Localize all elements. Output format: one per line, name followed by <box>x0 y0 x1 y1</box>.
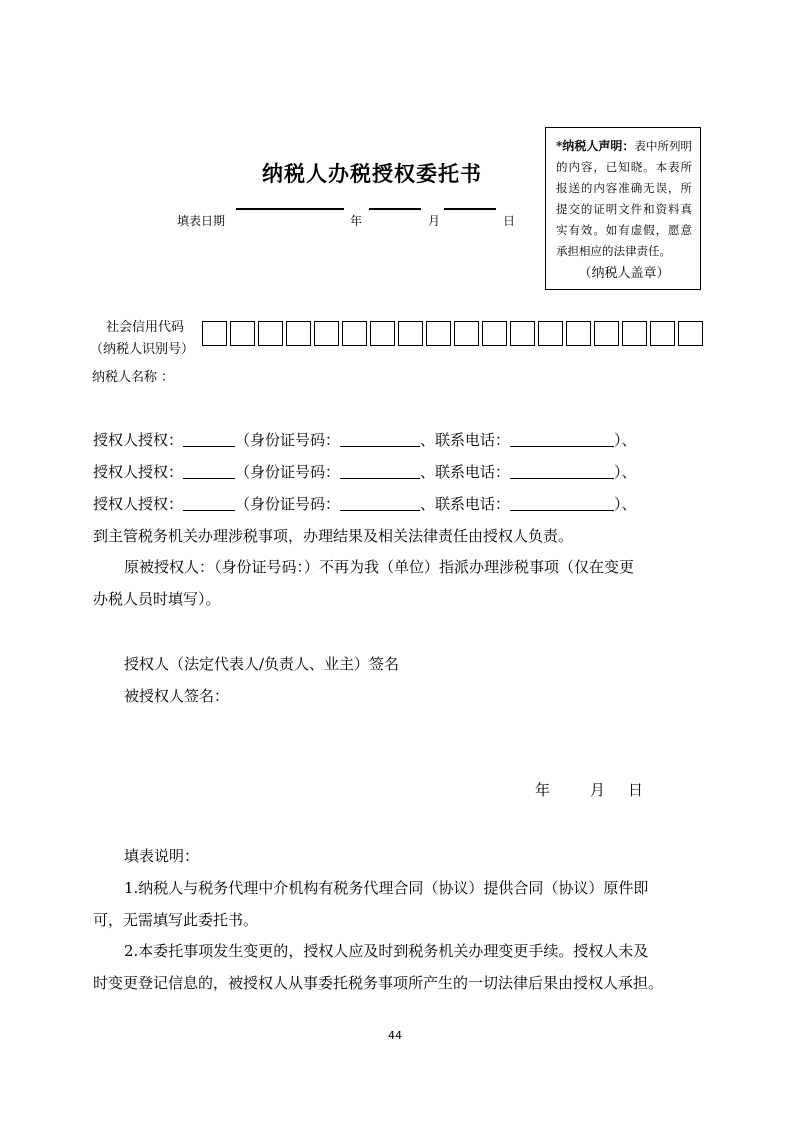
declaration-stamp: （纳税人盖章） <box>578 266 670 281</box>
authorized-person-blank[interactable] <box>183 463 235 479</box>
instruction-item-2-line1: 2.本委托事项发生变更的，授权人应及时到税务机关办理变更手续。授权人未及 <box>124 942 649 960</box>
taxpayer-id-label: （纳税人识别号） <box>90 342 195 357</box>
page-number: 44 <box>388 1029 402 1042</box>
phone-blank[interactable] <box>510 463 614 479</box>
authorizer-signature-label: 授权人（法定代表人/负责人、业主）签名 <box>124 655 400 673</box>
sign-date-day: 日 <box>628 781 644 799</box>
declaration-lead: *纳税人声明： <box>556 139 635 153</box>
fill-date-label: 填表日期 <box>177 214 226 228</box>
id-number-label: （身份证号码： <box>235 463 341 481</box>
authorized-person-blank[interactable] <box>183 495 235 511</box>
authorized-signature-label: 被授权人签名： <box>124 687 230 705</box>
phone-label: 、联系电话： <box>420 463 511 481</box>
credit-code-char-box[interactable] <box>622 321 647 346</box>
taxpayer-name-label: 纳税人名称 ： <box>92 370 175 385</box>
credit-code-char-box[interactable] <box>314 321 339 346</box>
authorization-row <box>93 429 637 450</box>
fill-date-year-label: 年 <box>350 214 363 228</box>
fill-date-day-blank[interactable] <box>444 208 496 210</box>
former-authorized-line1: 原被授权人：（身份证号码：）不再为我（单位）指派办理涉税事项（仅在变更 <box>124 558 635 576</box>
phone-blank[interactable] <box>510 495 614 511</box>
credit-code-boxes <box>202 321 703 346</box>
credit-code-char-box[interactable] <box>342 321 367 346</box>
authorization-closing: 到主管税务机关办理涉税事项，办理结果及相关法律责任由授权人负责。 <box>93 527 574 545</box>
credit-code-char-box[interactable] <box>594 321 619 346</box>
id-number-blank[interactable] <box>340 495 420 511</box>
authorization-prefix: 授权人授权： <box>93 495 184 513</box>
instruction-item-1-line1: 1.纳税人与税务代理中介机构有税务代理合同（协议）提供合同（协议）原件即 <box>124 879 649 897</box>
sign-date-year: 年 <box>535 781 551 799</box>
taxpayer-declaration-box <box>545 127 701 290</box>
credit-code-char-box[interactable] <box>510 321 535 346</box>
phone-blank[interactable] <box>510 431 614 447</box>
credit-code-char-box[interactable] <box>230 321 255 346</box>
credit-code-char-box[interactable] <box>650 321 675 346</box>
authorization-suffix: ）、 <box>614 495 637 513</box>
instructions-heading: 填表说明： <box>124 847 200 865</box>
credit-code-char-box[interactable] <box>426 321 451 346</box>
credit-code-char-box[interactable] <box>398 321 423 346</box>
declaration-body: 表中所列明的内容，已知晓。本表所报送的内容准确无误，所提交的证明文件和资料真实有效。如有虚假，愿意承担相应的法律责任。 <box>556 139 693 258</box>
credit-code-char-box[interactable] <box>286 321 311 346</box>
instruction-item-2-line2: 时变更登记信息的，被授权人从事委托税务事项所产生的一切法律后果由授权人承担。 <box>93 974 664 992</box>
phone-label: 、联系电话： <box>420 431 511 449</box>
credit-code-char-box[interactable] <box>258 321 283 346</box>
fill-date-year-blank[interactable] <box>236 208 344 210</box>
credit-code-char-box[interactable] <box>454 321 479 346</box>
id-number-blank[interactable] <box>340 431 420 447</box>
credit-code-char-box[interactable] <box>202 321 227 346</box>
authorized-person-blank[interactable] <box>183 431 235 447</box>
credit-code-char-box[interactable] <box>678 321 703 346</box>
authorization-prefix: 授权人授权： <box>93 463 184 481</box>
id-number-label: （身份证号码： <box>235 431 341 449</box>
former-authorized-line2: 办税人员时填写）。 <box>93 590 221 608</box>
instruction-item-1-line2: 可，无需填写此委托书。 <box>93 911 259 929</box>
sign-date-month: 月 <box>590 781 606 799</box>
authorization-row <box>93 461 637 482</box>
fill-date-day-label: 日 <box>503 214 516 228</box>
authorization-suffix: ）、 <box>614 463 637 481</box>
page-title: 纳税人办税授权委托书 <box>262 161 482 186</box>
credit-code-char-box[interactable] <box>538 321 563 346</box>
phone-label: 、联系电话： <box>420 495 511 513</box>
fill-date-month-label: 月 <box>428 214 441 228</box>
id-number-label: （身份证号码： <box>235 495 341 513</box>
authorization-suffix: ）、 <box>614 431 637 449</box>
credit-code-char-box[interactable] <box>482 321 507 346</box>
credit-code-label: 社会信用代码 <box>106 320 185 335</box>
authorization-row <box>93 493 637 514</box>
authorization-prefix: 授权人授权： <box>93 431 184 449</box>
credit-code-char-box[interactable] <box>566 321 591 346</box>
id-number-blank[interactable] <box>340 463 420 479</box>
fill-date-month-blank[interactable] <box>369 208 421 210</box>
credit-code-char-box[interactable] <box>370 321 395 346</box>
